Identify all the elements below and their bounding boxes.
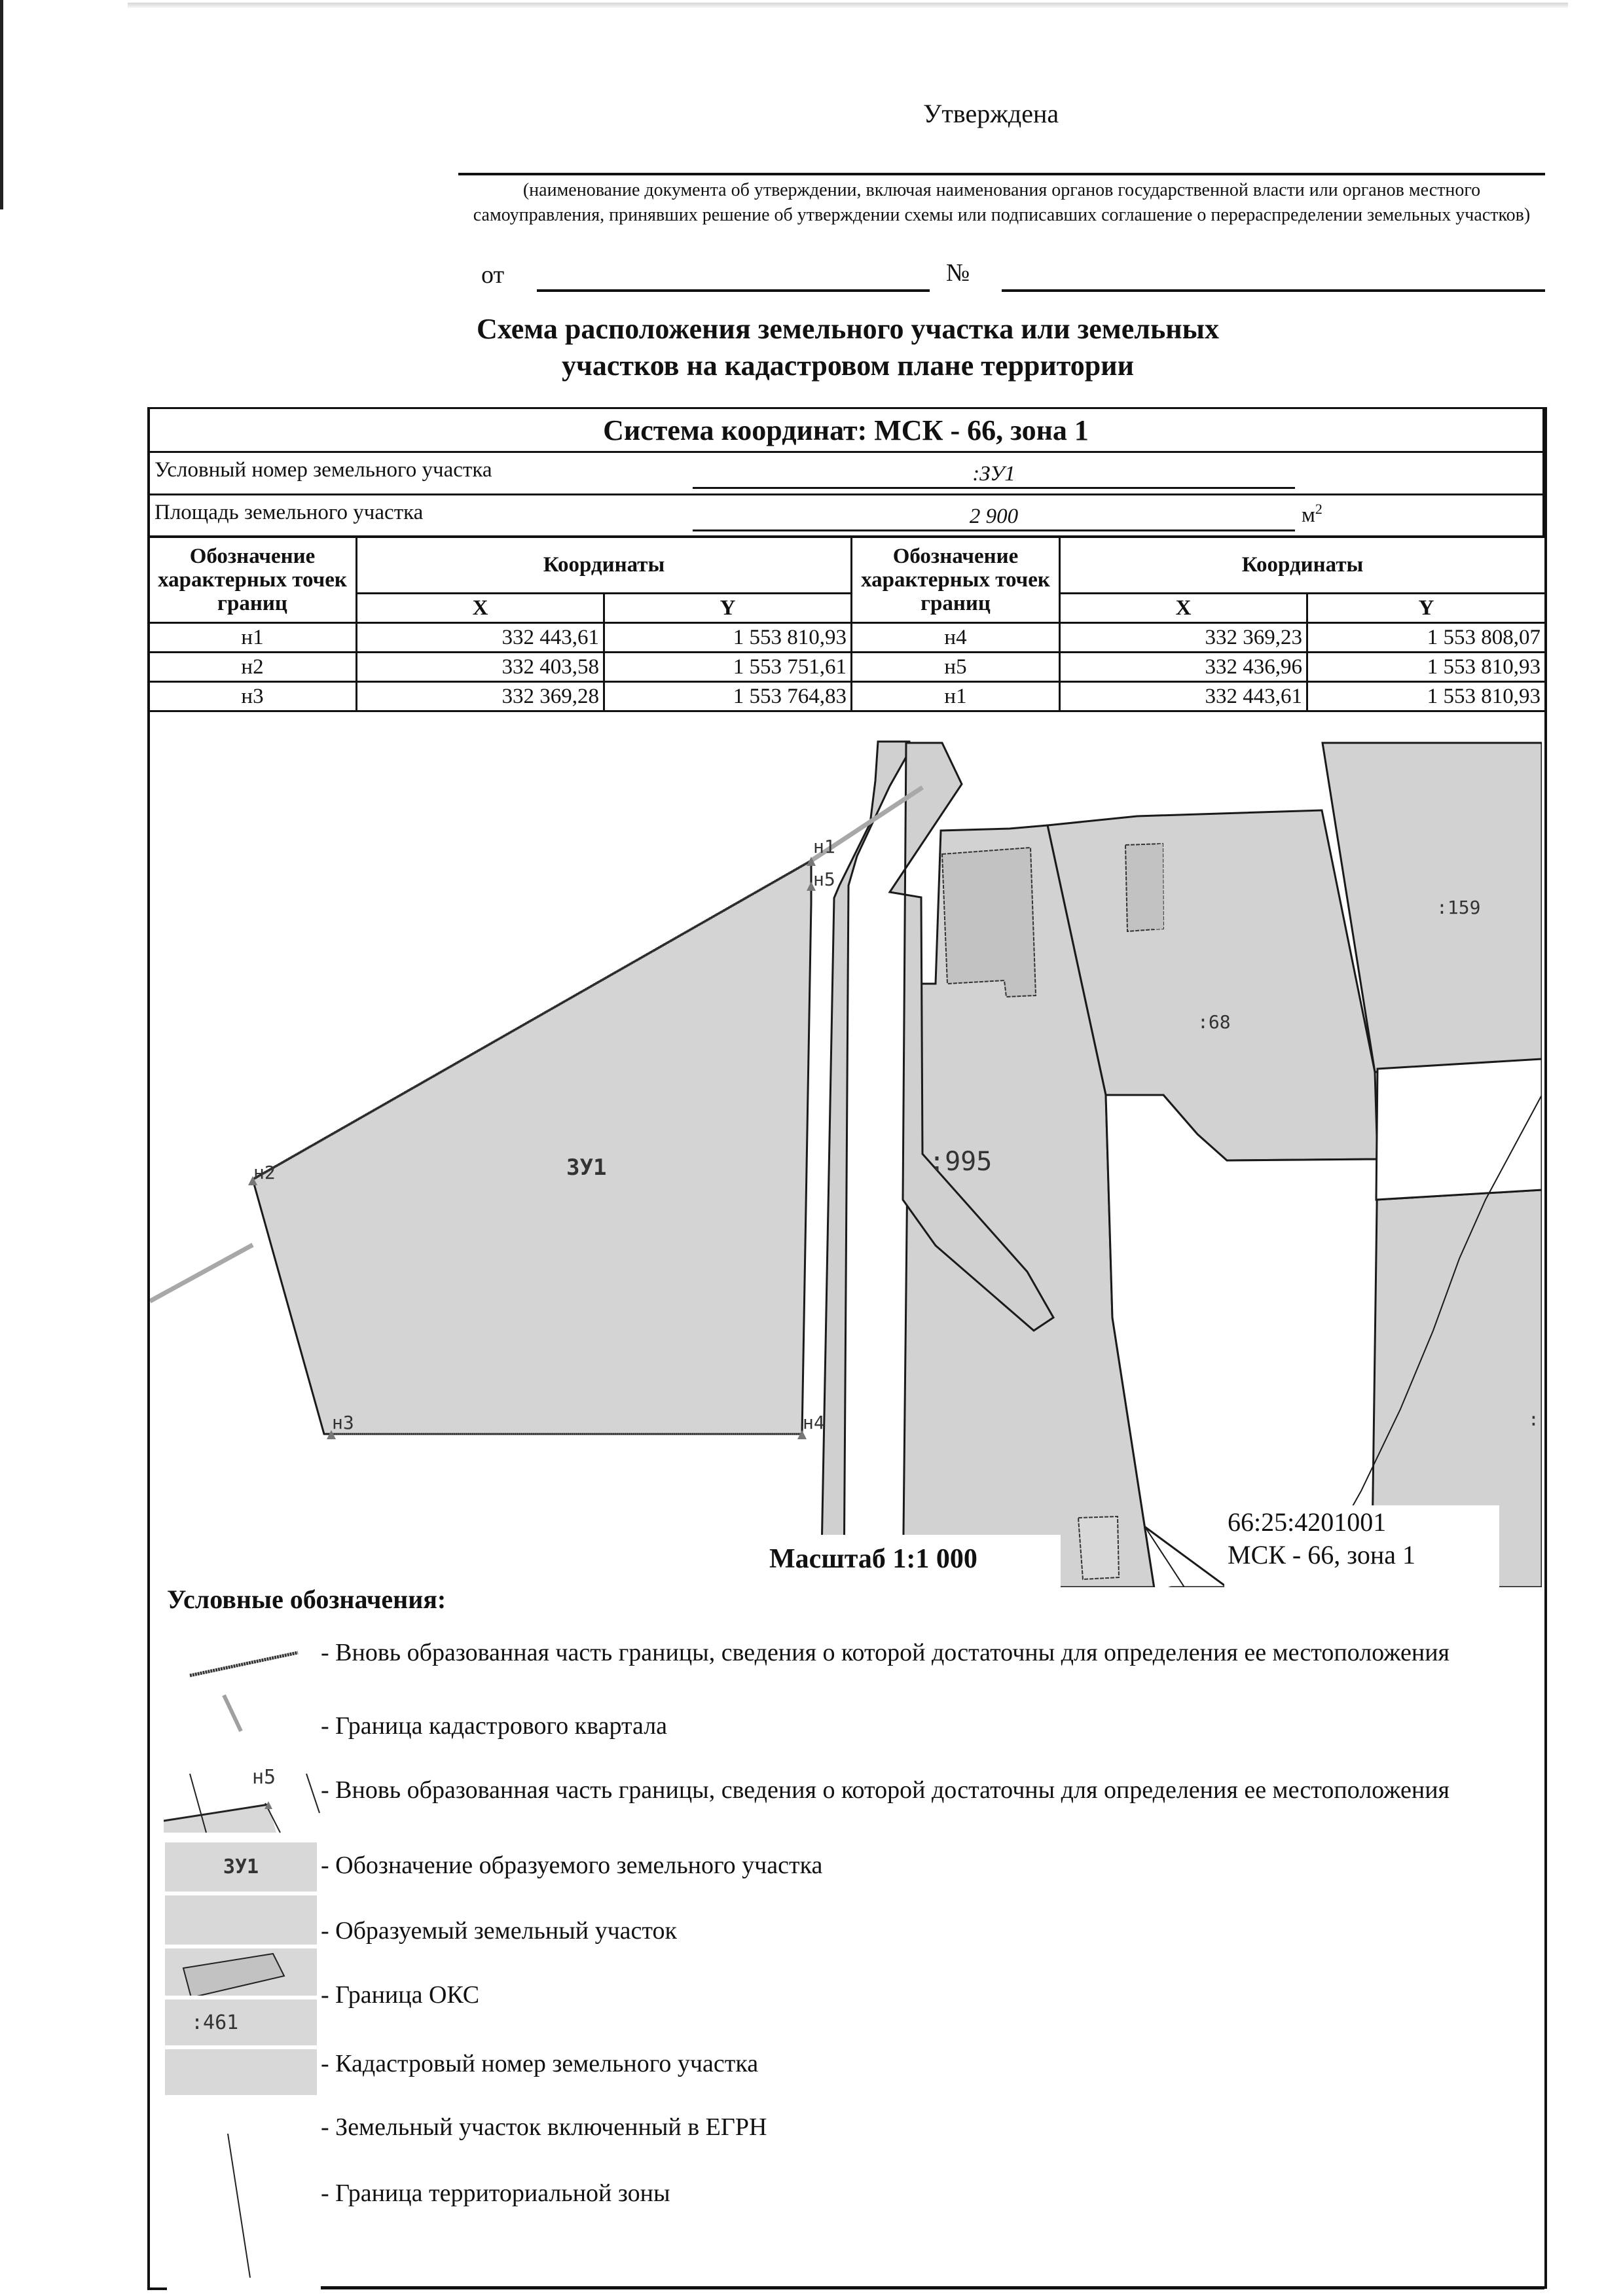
legend-title: Условные обозначения:: [167, 1585, 447, 1614]
parcel-label-zu1: ЗУ1: [566, 1155, 607, 1181]
area-row: [149, 495, 1544, 537]
parcel-number-label: Условный номер земельного участка: [155, 458, 492, 482]
point-label-n1: н1: [813, 836, 835, 857]
table-row: н1 332 443,61 1 553 810,93 н4 332 369,23 1 553 808,07: [149, 623, 1546, 653]
quarter-boundary-icon: [164, 1692, 321, 1770]
area-value: 2 900: [969, 505, 1019, 528]
title-line-2: участков на кадастровом плане территории: [562, 350, 1134, 382]
number-field[interactable]: [1002, 289, 1545, 292]
point-label-n2: н2: [253, 1162, 276, 1183]
new-boundary-point-icon: [164, 1767, 321, 1839]
unregistered-area-right: [1376, 1059, 1542, 1200]
approval-note: (наименование документа об утверждении, включая наименования органов государственной власти или органов местного самоуправления, принявших решение об утверждении схемы или подписавших соглашение о перераспределении земельных участков): [473, 180, 1531, 225]
col-coords-header-left: Координаты: [357, 537, 852, 594]
cad-label-159: :159: [1436, 897, 1481, 918]
scan-top-shadow: [128, 3, 1568, 8]
area-underline: [693, 529, 1295, 531]
quarter-boundary: [150, 1245, 253, 1301]
cad-label-68: :68: [1197, 1011, 1231, 1033]
point-label-n3: н3: [332, 1412, 354, 1433]
from-date-field[interactable]: [537, 289, 930, 292]
point-label-n4: н4: [803, 1412, 825, 1433]
col-coords-header-right: Координаты: [1060, 537, 1546, 594]
cadastral-quarter-number: 66:25:4201001: [1228, 1507, 1387, 1537]
col-y-right: Y: [1307, 594, 1546, 623]
parcel-number-row: [149, 452, 1544, 495]
zone-boundary-icon: [164, 2121, 321, 2291]
from-date-label: от: [481, 261, 505, 289]
area-label: Площадь земельного участка: [155, 501, 424, 524]
cadastral-map[interactable]: [150, 728, 1542, 1587]
col-y-left: Y: [604, 594, 852, 623]
approved-label: Утверждена: [923, 99, 1059, 128]
page-title: [262, 311, 1434, 384]
number-label: №: [946, 259, 970, 287]
point-label-n5: н5: [813, 869, 835, 890]
table-row: н3 332 369,28 1 553 764,83 н1 332 443,61 1 553 810,93: [149, 682, 1546, 711]
info-table: [147, 407, 1544, 538]
oks-building-1: [942, 848, 1036, 997]
map-scale: Масштаб 1:1 000: [769, 1544, 977, 1574]
cad-label-995: :995: [929, 1147, 993, 1177]
col-x-left: X: [357, 594, 604, 623]
table-row: н2 332 403,58 1 553 751,61 н5 332 436,96 1 553 810,93: [149, 653, 1546, 682]
cadastral-number-icon: :461: [165, 2000, 317, 2045]
parcel-number-value: :ЗУ1: [972, 462, 1015, 486]
parcel-number-underline: [693, 487, 1295, 489]
col-point-header-left: Обозначение характерных точек границ: [149, 537, 357, 623]
new-parcel-icon: [165, 1895, 317, 1945]
frame-bottom-right: [321, 2286, 1544, 2289]
coordinate-system-title: Система координат: МСК - 66, зона 1: [149, 408, 1544, 452]
new-boundary-line-icon: [164, 1643, 321, 1682]
col-x-right: X: [1060, 594, 1307, 623]
new-parcel-zu1: [253, 861, 811, 1434]
map-canvas: [150, 728, 1542, 1587]
oks-boundary-icon: [165, 1948, 317, 1996]
col-point-header-right: Обозначение характерных точек границ: [852, 537, 1060, 623]
title-line-1: Схема расположения земельного участка или земельных: [477, 313, 1219, 345]
parcel-designation-icon: ЗУ1: [165, 1842, 317, 1892]
egrn-parcel-icon: [165, 2049, 317, 2095]
svg-text:н5: н5: [252, 1767, 276, 1789]
coordinates-table: [147, 535, 1546, 712]
approval-document-field[interactable]: [458, 173, 1545, 175]
cad-label-partial: :: [1528, 1408, 1539, 1430]
oks-building-3: [1078, 1516, 1119, 1579]
area-unit: $м^2$: [1302, 501, 1322, 527]
scan-edge-mark: [0, 0, 3, 209]
quarter-coordinate-system: МСК - 66, зона 1: [1228, 1540, 1415, 1570]
